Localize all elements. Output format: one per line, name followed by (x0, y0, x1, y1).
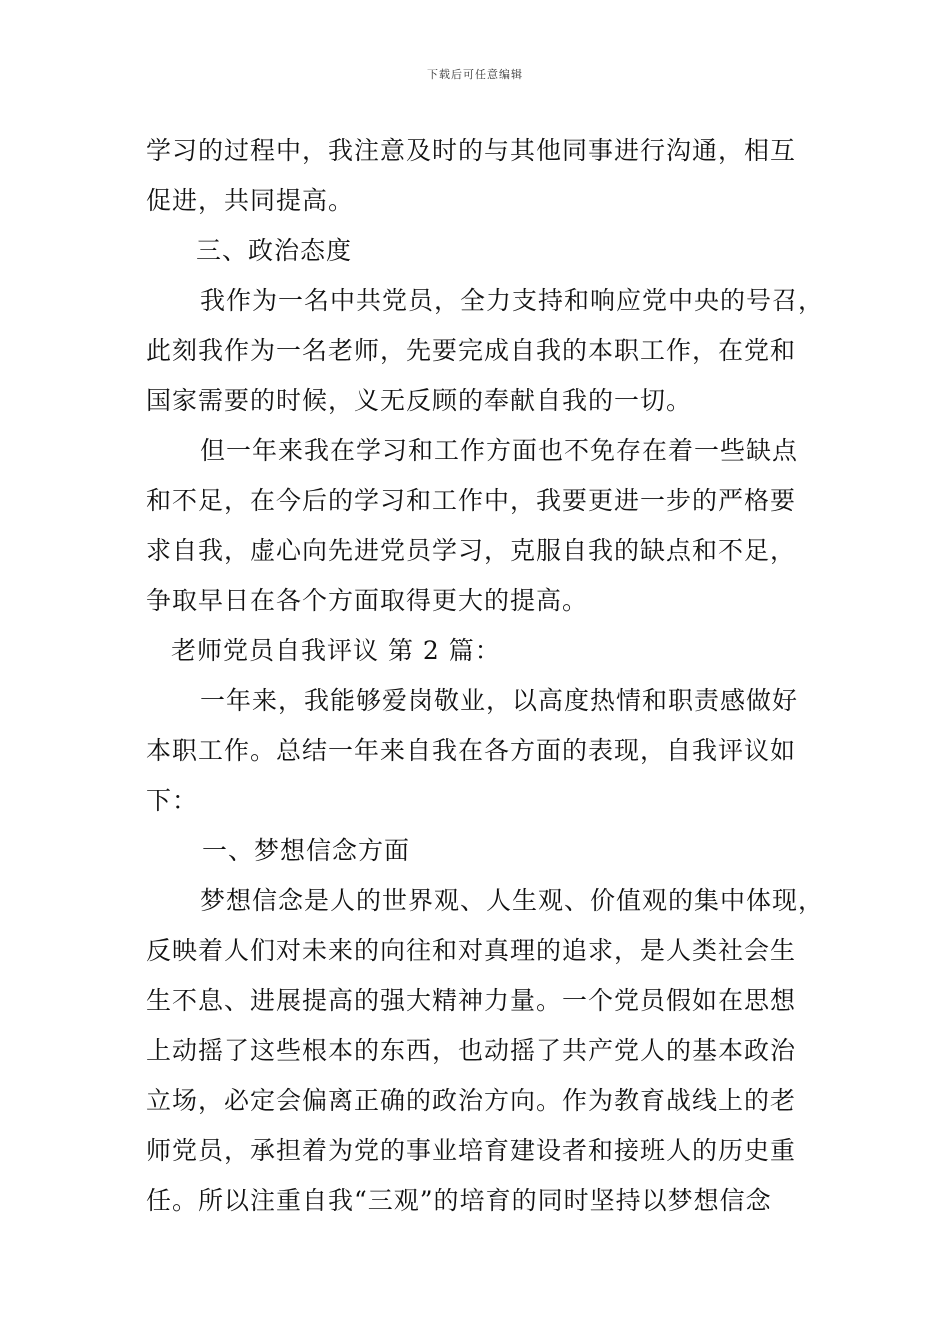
article-title: 老师党员自我评议 第 2 篇： (171, 636, 501, 665)
text-line: 一年来，我能够爱岗敬业，以高度热情和职责感做好 (200, 686, 799, 715)
text-line: 上动摇了这些根本的东西，也动摇了共产党人的基本政治 (146, 1036, 797, 1065)
text-line: 我作为一名中共党员，全力支持和响应党中央的号召， (200, 286, 825, 315)
text-line: 但一年来我在学习和工作方面也不免存在着一些缺点 (200, 436, 799, 465)
text-line: 生不息、进展提高的强大精神力量。一个党员假如在思想 (146, 986, 797, 1015)
text-line: 此刻我作为一名老师，先要完成自我的本职工作，在党和 (146, 336, 797, 365)
text-line: 学习的过程中，我注意及时的与其他同事进行沟通，相互 (146, 136, 797, 165)
page-header-note: 下载后可任意编辑 (427, 68, 523, 81)
text-line: 促进，共同提高。 (146, 186, 355, 215)
section-heading: 三、政治态度 (196, 236, 353, 265)
document-body (146, 126, 825, 1226)
text-line: 反映着人们对未来的向往和对真理的追求，是人类社会生 (146, 936, 797, 965)
section-heading: 一、梦想信念方面 (202, 836, 411, 865)
text-line: 和不足，在今后的学习和工作中，我要更进一步的严格要 (146, 486, 797, 515)
text-line: 任。所以注重自我“三观”的培育的同时坚持以梦想信念 (146, 1186, 772, 1215)
text-line: 下： (146, 786, 199, 815)
text-line: 师党员，承担着为党的事业培育建设者和接班人的历史重 (146, 1136, 797, 1165)
text-line: 立场，必定会偏离正确的政治方向。作为教育战线上的老 (146, 1086, 797, 1115)
text-line: 本职工作。总结一年来自我在各方面的表现，自我评议如 (146, 736, 797, 765)
text-line: 求自我，虚心向先进党员学习，克服自我的缺点和不足， (146, 536, 797, 565)
text-line: 争取早日在各个方面取得更大的提高。 (146, 586, 589, 615)
text-line: 梦想信念是人的世界观、人生观、价值观的集中体现， (200, 886, 825, 915)
text-line: 国家需要的时候，义无反顾的奉献自我的一切。 (146, 386, 693, 415)
